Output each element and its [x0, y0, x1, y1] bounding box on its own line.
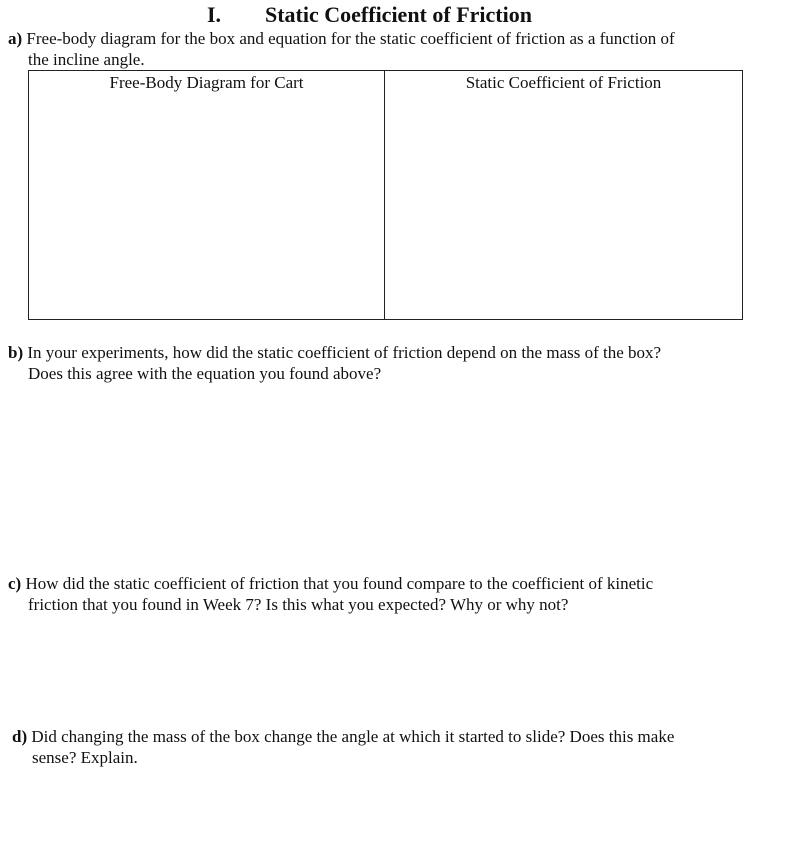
question-a-text-2: the incline angle. — [28, 50, 145, 69]
free-body-diagram-cell — [29, 71, 385, 319]
question-a-label: a) — [8, 29, 23, 48]
static-friction-equation-header: Static Coefficient of Friction — [465, 73, 662, 92]
question-a-text-1: Free-body diagram for the box and equation for the static coefficient of friction as a function of — [26, 29, 675, 48]
question-d-text-1: Did changing the mass of the box change the angle at which it started to slide? Does this make — [31, 727, 675, 746]
question-d-answer-area[interactable] — [28, 770, 741, 860]
section-title — [207, 2, 532, 28]
free-body-diagram-answer-area[interactable] — [29, 95, 384, 319]
question-b-text-2: Does this agree with the equation you found above? — [28, 364, 382, 383]
question-c-label: c) — [8, 574, 22, 593]
question-b — [8, 342, 661, 384]
section-title-text: Static Coefficient of Friction — [265, 2, 532, 27]
question-b-text-1: In your experiments, how did the static coefficient of friction depend on the mass of the box? — [27, 343, 662, 362]
question-c-text-1: How did the static coefficient of friction that you found compare to the coefficient of kinetic — [25, 574, 654, 593]
question-b-answer-area[interactable] — [28, 386, 741, 566]
answer-table — [28, 70, 743, 320]
question-d — [12, 726, 674, 768]
question-c — [8, 573, 653, 615]
question-b-line-1 — [8, 342, 661, 363]
question-d-label: d) — [12, 727, 28, 746]
question-b-label: b) — [8, 343, 24, 362]
question-c-line-1 — [8, 573, 653, 594]
question-d-text-2: sense? Explain. — [32, 748, 138, 767]
question-d-line-1 — [12, 726, 674, 747]
free-body-diagram-header: Free-Body Diagram for Cart — [109, 73, 304, 92]
question-a — [8, 28, 675, 70]
question-c-answer-area[interactable] — [28, 618, 741, 718]
static-friction-equation-cell — [385, 71, 742, 319]
section-number: I. — [207, 2, 222, 27]
static-friction-equation-answer-area[interactable] — [385, 95, 742, 319]
question-c-text-2: friction that you found in Week 7? Is this what you expected? Why or why not? — [28, 595, 569, 614]
question-a-line-1 — [8, 28, 675, 49]
